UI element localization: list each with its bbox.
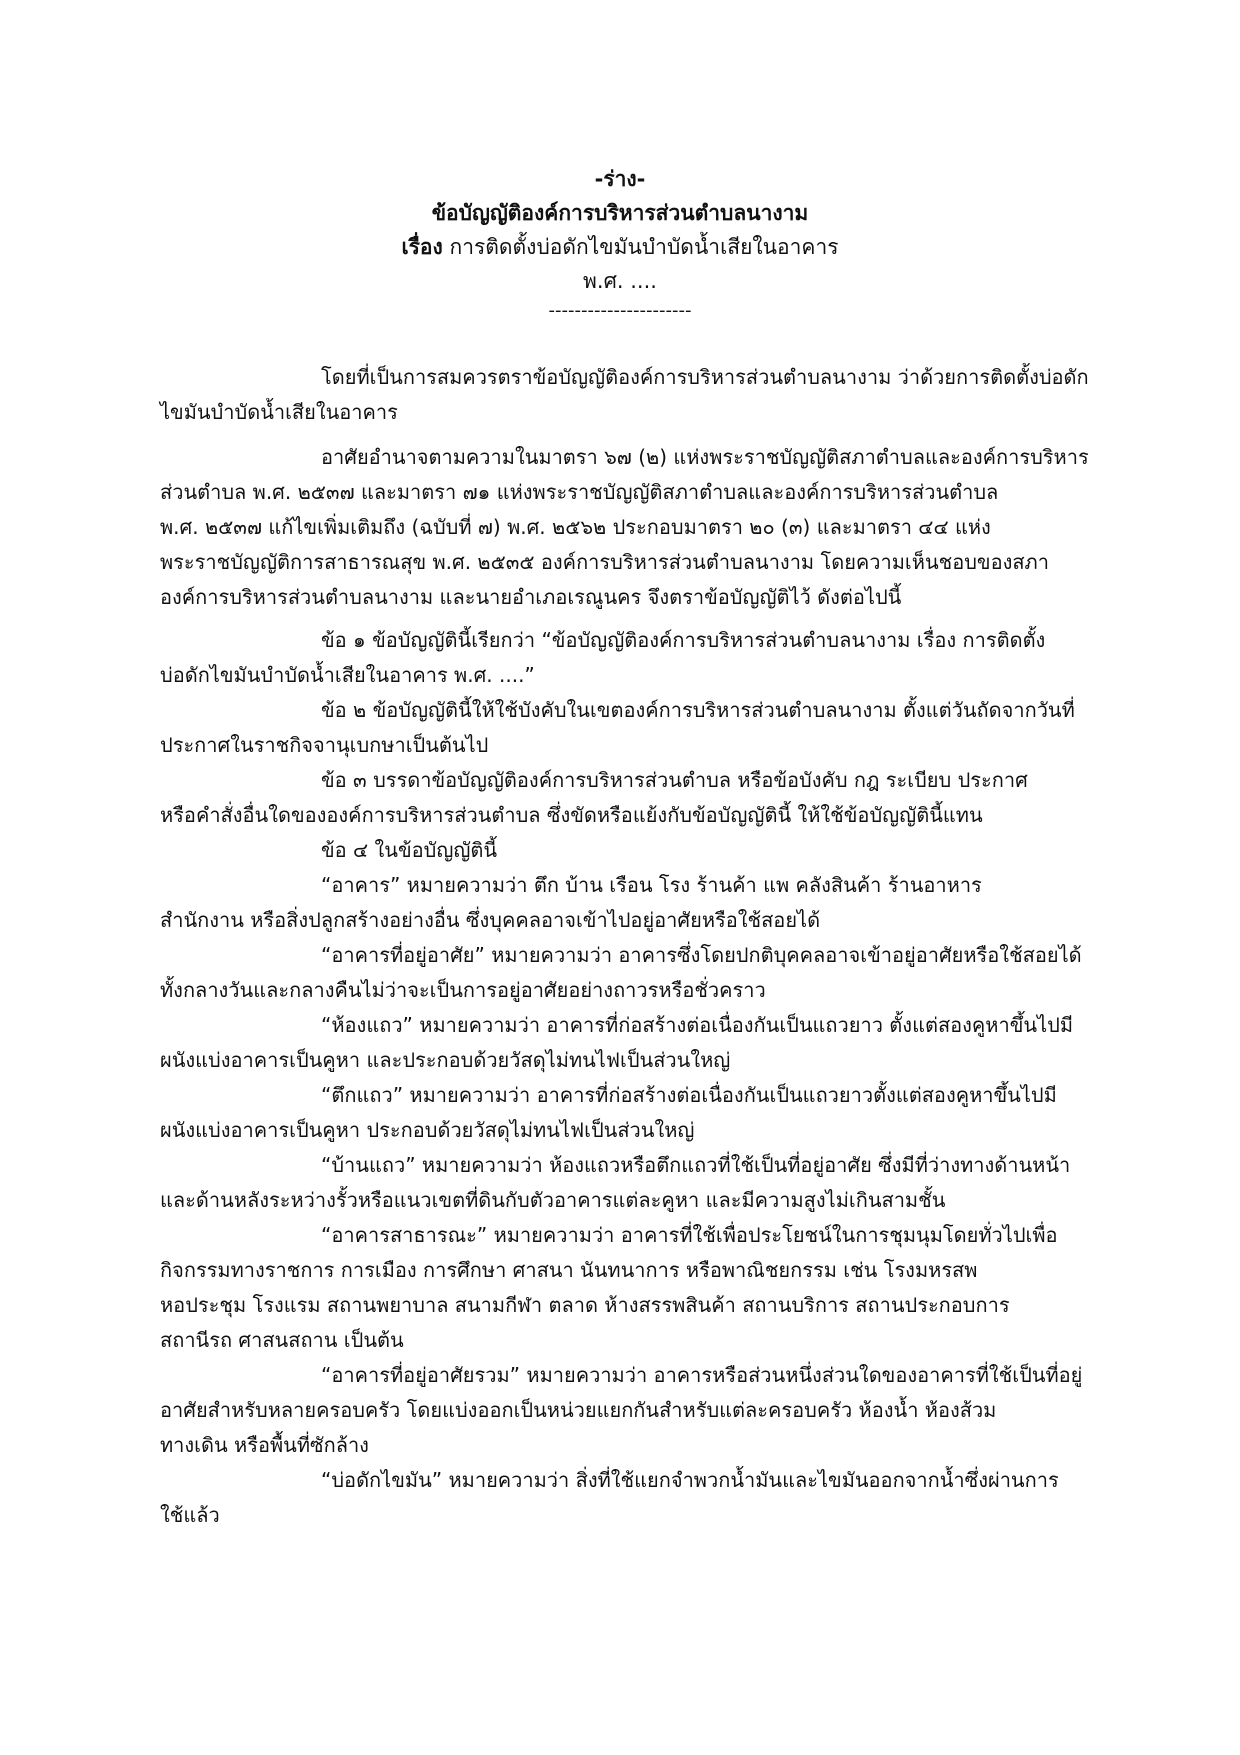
def-rowhouse-line-2: ผนังแบ่งอาคารเป็นคูหา และประกอบด้วยวัสดุไม่ทนไฟเป็นส่วนใหญ่ bbox=[160, 1048, 731, 1072]
def-shophouse-line-1: “ตึกแถว” หมายความว่า อาคารที่ก่อสร้างต่อเนื่องกันเป็นแถวยาวตั้งแต่สองคูหาขึ้นไปมี bbox=[321, 1083, 1057, 1107]
authority-line-1: อาศัยอำนาจตามความในมาตรา ๖๗ (๒) แห่งพระราชบัญญัติสภาตำบลและองค์การบริหาร bbox=[321, 445, 1089, 469]
document-header bbox=[0, 162, 1240, 324]
definition-building bbox=[160, 868, 1120, 938]
header-divider: ---------------------- bbox=[548, 300, 692, 321]
definition-public-building bbox=[160, 1218, 1120, 1358]
def-collective-line-1: “อาคารที่อยู่อาศัยรวม” หมายความว่า อาคารหรือส่วนหนึ่งส่วนใดของอาคารที่ใช้เป็นที่อยู่ bbox=[321, 1363, 1083, 1387]
definition-rowhouse bbox=[160, 1008, 1120, 1078]
clause-1-line-2: บ่อดักไขมันบำบัดน้ำเสียในอาคาร พ.ศ. ....” bbox=[160, 663, 535, 687]
subject-label: เรื่อง bbox=[401, 235, 443, 259]
def-public-line-1: “อาคารสาธารณะ” หมายความว่า อาคารที่ใช้เพื่อประโยชน์ในการชุมนุมโดยทั่วไปเพื่อ bbox=[321, 1223, 1058, 1247]
intro-line-1: โดยที่เป็นการสมควรตราข้อบัญญัติองค์การบริหารส่วนตำบลนางาม ว่าด้วยการติดตั้งบ่อดัก bbox=[321, 365, 1089, 389]
clause-2-line-1: ข้อ ๒ ข้อบัญญัตินี้ให้ใช้บังคับในเขตองค์การบริหารส่วนตำบลนางาม ตั้งแต่วันถัดจากวันที่ bbox=[321, 698, 1075, 722]
def-residential-line-2: ทั้งกลางวันและกลางคืนไม่ว่าจะเป็นการอยู่อาศัยอย่างถาวรหรือชั่วคราว bbox=[160, 978, 766, 1002]
definition-grease-trap bbox=[160, 1463, 1120, 1533]
authority-line-4: พระราชบัญญัติการสาธารณสุข พ.ศ. ๒๕๓๕ องค์การบริหารส่วนตำบลนางาม โดยความเห็นชอบของสภา bbox=[160, 550, 1049, 574]
def-grease-trap-line-1: “บ่อดักไขมัน” หมายความว่า สิ่งที่ใช้แยกจำพวกน้ำมันและไขมันออกจากน้ำซึ่งผ่านการ bbox=[321, 1468, 1059, 1492]
clause-4-line-1: ข้อ ๔ ในข้อบัญญัตินี้ bbox=[321, 838, 498, 862]
clause-1 bbox=[160, 623, 1120, 693]
document-body bbox=[160, 360, 1120, 1533]
def-public-line-2: กิจกรรมทางราชการ การเมือง การศึกษา ศาสนา นันทนาการ หรือพาณิชยกรรม เช่น โรงมหรสพ bbox=[160, 1258, 978, 1282]
definition-collective-residential bbox=[160, 1358, 1120, 1463]
def-grease-trap-line-2: ใช้แล้ว bbox=[160, 1503, 220, 1527]
definition-townhouse bbox=[160, 1148, 1120, 1218]
authority-line-5: องค์การบริหารส่วนตำบลนางาม และนายอำเภอเรณูนคร จึงตราข้อบัญญัติไว้ ดังต่อไปนี้ bbox=[160, 585, 902, 609]
definition-shophouse bbox=[160, 1078, 1120, 1148]
def-public-line-4: สถานีรถ ศาสนสถาน เป็นต้น bbox=[160, 1328, 404, 1352]
def-townhouse-line-2: และด้านหลังระหว่างรั้วหรือแนวเขตที่ดินกับตัวอาคารแต่ละคูหา และมีความสูงไม่เกินสามชั้น bbox=[160, 1188, 946, 1212]
clause-3 bbox=[160, 763, 1120, 833]
clause-3-line-2: หรือคำสั่งอื่นใดขององค์การบริหารส่วนตำบล ซึ่งขัดหรือแย้งกับข้อบัญญัตินี้ ให้ใช้ข้อบัญญัตินี้แทน bbox=[160, 803, 983, 827]
document-title: ข้อบัญญัติองค์การบริหารส่วนตำบลนางาม bbox=[431, 201, 809, 225]
subject-text: การติดตั้งบ่อดักไขมันบำบัดน้ำเสียในอาคาร bbox=[449, 235, 839, 259]
def-collective-line-3: ทางเดิน หรือพื้นที่ซักล้าง bbox=[160, 1433, 369, 1457]
clause-3-line-1: ข้อ ๓ บรรดาข้อบัญญัติองค์การบริหารส่วนตำบล หรือข้อบังคับ กฎ ระเบียบ ประกาศ bbox=[321, 768, 1028, 792]
def-residential-line-1: “อาคารที่อยู่อาศัย” หมายความว่า อาคารซึ่งโดยปกติบุคคลอาจเข้าอยู่อาศัยหรือใช้สอยได้ bbox=[321, 943, 1082, 967]
subject-line bbox=[0, 230, 1240, 264]
clause-2-line-2: ประกาศในราชกิจจานุเบกษาเป็นต้นไป bbox=[160, 733, 489, 757]
def-building-line-1: “อาคาร” หมายความว่า ตึก บ้าน เรือน โรง ร้านค้า แพ คลังสินค้า ร้านอาหาร bbox=[321, 873, 982, 897]
def-public-line-3: หอประชุม โรงแรม สถานพยาบาล สนามกีฬา ตลาด ห้างสรรพสินค้า สถานบริการ สถานประกอบการ bbox=[160, 1293, 1010, 1317]
year-line: พ.ศ. .... bbox=[583, 269, 657, 293]
intro-line-2: ไขมันบำบัดน้ำเสียในอาคาร bbox=[160, 400, 398, 424]
clause-2 bbox=[160, 693, 1120, 763]
authority-paragraph bbox=[160, 440, 1120, 615]
authority-line-3: พ.ศ. ๒๕๓๗ แก้ไขเพิ่มเติมถึง (ฉบับที่ ๗) พ.ศ. ๒๕๖๒ ประกอบมาตรา ๒๐ (๓) และมาตรา ๔๔ แห่ง bbox=[160, 515, 991, 539]
def-rowhouse-line-1: “ห้องแถว” หมายความว่า อาคารที่ก่อสร้างต่อเนื่องกันเป็นแถวยาว ตั้งแต่สองคูหาขึ้นไปมี bbox=[321, 1013, 1074, 1037]
draft-label: -ร่าง- bbox=[594, 167, 646, 191]
def-building-line-2: สำนักงาน หรือสิ่งปลูกสร้างอย่างอื่น ซึ่งบุคคลอาจเข้าไปอยู่อาศัยหรือใช้สอยได้ bbox=[160, 908, 821, 932]
definition-residential bbox=[160, 938, 1120, 1008]
authority-line-2: ส่วนตำบล พ.ศ. ๒๕๓๗ และมาตรา ๗๑ แห่งพระราชบัญญัติสภาตำบลและองค์การบริหารส่วนตำบล bbox=[160, 480, 999, 504]
def-shophouse-line-2: ผนังแบ่งอาคารเป็นคูหา ประกอบด้วยวัสดุไม่ทนไฟเป็นส่วนใหญ่ bbox=[160, 1118, 695, 1142]
intro-paragraph bbox=[160, 360, 1120, 430]
def-townhouse-line-1: “บ้านแถว” หมายความว่า ห้องแถวหรือตึกแถวที่ใช้เป็นที่อยู่อาศัย ซึ่งมีที่ว่างทางด้านหน้า bbox=[321, 1153, 1071, 1177]
def-collective-line-2: อาศัยสำหรับหลายครอบครัว โดยแบ่งออกเป็นหน่วยแยกกันสำหรับแต่ละครอบครัว ห้องน้ำ ห้องส้วม bbox=[160, 1398, 997, 1422]
clause-4 bbox=[160, 833, 1120, 868]
clause-1-line-1: ข้อ ๑ ข้อบัญญัตินี้เรียกว่า “ข้อบัญญัติองค์การบริหารส่วนตำบลนางาม เรื่อง การติดตั้ง bbox=[321, 628, 1046, 652]
